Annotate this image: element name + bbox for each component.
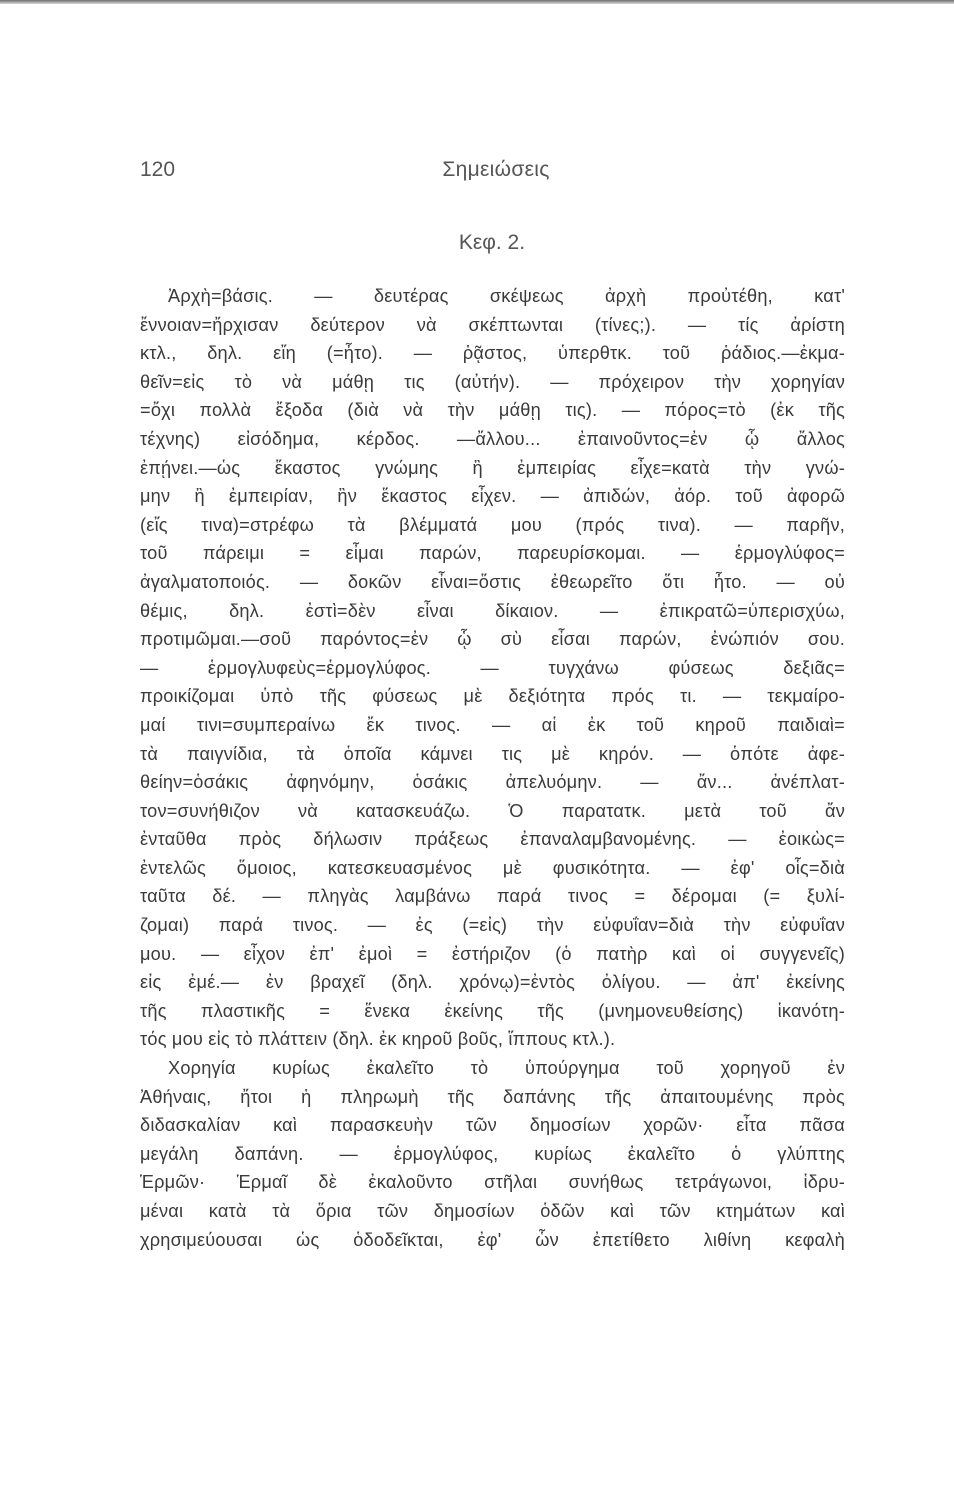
text-line: ζομαι) παρά τινος. — ἐς (=εἰς) τὴν εὐφυΐαν=διὰ τὴν εὐφυΐαν bbox=[140, 915, 845, 936]
text-line: τῆς πλαστικῆς = ἕνεκα ἐκείνης τῆς (μνημονευθείσης) ἱκανότη- bbox=[140, 1000, 845, 1021]
text-line: Ἀθήναις, ἤτοι ἡ πληρωμὴ τῆς δαπάνης τῆς ἀπαιτουμένης πρὸς bbox=[140, 1086, 845, 1107]
text-line: θείην=ὁσάκις ἀφηνόμην, ὁσάκις ἀπελυόμην. — ἄν... ἀνέπλατ- bbox=[140, 772, 845, 793]
text-line: μέναι κατὰ τὰ ὅρια τῶν δημοσίων ὁδῶν καὶ τῶν κτημάτων καὶ bbox=[140, 1201, 845, 1221]
text-line: μαί τινι=συμπεραίνω ἔκ τινος. — αἱ ἐκ τοῦ κηροῦ παιδιαὶ= bbox=[140, 714, 845, 735]
notes-body bbox=[140, 282, 845, 1254]
text-line: θέμις, δηλ. ἐστὶ=δὲν εἶναι δίκαιον. — ἐπικρατῶ=ὑπερισχύω, bbox=[140, 600, 845, 621]
text-line: μεγάλη δαπάνη. — ἑρμογλύφος, κυρίως ἐκαλεῖτο ὁ γλύπτης bbox=[140, 1143, 845, 1164]
text-line: μου. — εἶχον ἐπ' ἐμοὶ = ἐστήριζον (ὁ πατὴρ καὶ οἱ συγγενεῖς) bbox=[140, 943, 845, 964]
text-line: ἐπῄνει.—ὡς ἕκαστος γνώμης ἢ ἐμπειρίας εἶχε=κατὰ τὴν γνώ- bbox=[140, 457, 845, 478]
running-title: Σημειώσεις bbox=[442, 158, 550, 181]
text-line: κτλ., δηλ. εἴη (=ἦτο). — ῥᾷστος, ὑπερθτκ. τοῦ ῥάδιος.—ἐκμα- bbox=[140, 343, 845, 364]
text-line: ἔννοιαν=ἤρχισαν δεύτερον νὰ σκέπτωνται (τίνες;). — τίς ἀρίστη bbox=[140, 314, 845, 335]
text-line: Ἑρμῶν· Ἑρμαῖ δὲ ἐκαλοῦντο στῆλαι συνήθως τετράγωνοι, ἱδρυ- bbox=[140, 1172, 845, 1193]
text-line: ἐντελῶς ὅμοιος, κατεσκευασμένος μὲ φυσικότητα. — ἐφ' οἷς=διὰ bbox=[140, 857, 845, 878]
text-line: προικίζομαι ὑπὸ τῆς φύσεως μὲ δεξιότητα πρός τι. — τεκμαίρο- bbox=[140, 686, 845, 707]
text-line: ἀγαλματοποιός. — δοκῶν εἶναι=ὅστις ἐθεωρεῖτο ὅτι ἦτο. — οὐ bbox=[140, 571, 845, 592]
text-line: εἰς ἐμέ.— ἐν βραχεῖ (δηλ. χρόνῳ)=ἐντὸς ὀλίγου. — ἀπ' ἐκείνης bbox=[140, 972, 845, 993]
text-line: τον=συνήθιζον νὰ κατασκευάζω. Ὁ παρατατκ. μετὰ τοῦ ἄν bbox=[140, 800, 845, 821]
text-line: χρησιμεύουσαι ὡς ὁδοδεῖκται, ἐφ' ὧν ἐπετίθετο λιθίνη κεφαλὴ bbox=[140, 1229, 845, 1250]
text-line: =ὄχι πολλὰ ἔξοδα (διὰ νὰ τὴν μάθῃ τις). — πόρος=τὸ (ἐκ τῆς bbox=[140, 400, 845, 421]
text-line: ταῦτα δέ. — πληγὰς λαμβάνω παρά τινος = δέρομαι (= ξυλί- bbox=[140, 886, 845, 907]
text-line: τέχνης) εἰσόδημα, κέρδος. —ἄλλου... ἐπαινοῦντος=ἐν ᾧ ἄλλος bbox=[140, 428, 845, 449]
text-line: θεῖν=εἰς τὸ νὰ μάθῃ τις (αὐτήν). — πρόχειρον τὴν χορηγίαν bbox=[140, 371, 845, 392]
page-number: 120 bbox=[140, 158, 176, 181]
text-line: διδασκαλίαν καὶ παρασκευὴν τῶν δημοσίων χορῶν· εἶτα πᾶσα bbox=[140, 1115, 845, 1136]
text-line: τὰ παιγνίδια, τὰ ὁποῖα κάμνει τις μὲ κηρόν. — ὁπότε ἀφε- bbox=[140, 743, 845, 764]
text-line: τός μου εἰς τὸ πλάττειν (δηλ. ἐκ κηροῦ βοῦς, ἵππους κτλ.). bbox=[140, 1029, 616, 1050]
text-line: ἐνταῦθα πρὸς δήλωσιν πράξεως ἐπαναλαμβανομένης. — ἐοικὼς= bbox=[140, 829, 845, 850]
chapter-heading: Κεφ. 2. bbox=[458, 231, 526, 254]
text-line: μην ἢ ἐμπειρίαν, ἣν ἕκαστος εἶχεν. — ἀπιδών, ἀόρ. τοῦ ἀφορῶ bbox=[140, 486, 845, 507]
text-line: Ἀρχὴ=βάσις. — δευτέρας σκέψεως ἀρχὴ προὐτέθη, κατ' bbox=[168, 286, 845, 306]
text-line: — ἑρμογλυφεὺς=ἑρμογλύφος. — τυγχάνω φύσεως δεξιᾶς= bbox=[140, 657, 845, 678]
text-line: τοῦ πάρειμι = εἶμαι παρών, παρευρίσκομαι. — ἑρμογλύφος= bbox=[140, 543, 845, 564]
text-line: (εἴς τινα)=στρέφω τὰ βλέμματά μου (πρός τινα). — παρῆν, bbox=[140, 514, 845, 535]
text-line: προτιμῶμαι.—σοῦ παρόντος=ἐν ᾧ σὺ εἶσαι παρών, ἐνώπιόν σου. bbox=[140, 629, 845, 650]
text-line: Χορηγία κυρίως ἐκαλεῖτο τὸ ὑπούργημα τοῦ χορηγοῦ ἐν bbox=[168, 1058, 845, 1079]
